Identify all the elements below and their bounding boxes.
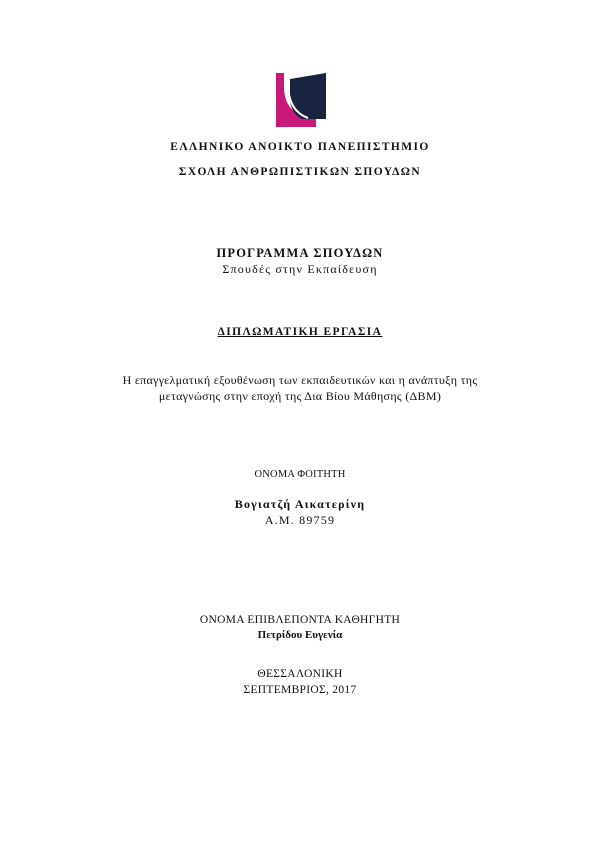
university-name: ΕΛΛΗΝΙΚΟ ΑΝΟΙΚΤΟ ΠΑΝΕΠΙΣΤΗΜΙΟ — [170, 141, 430, 153]
supervisor-name: Πετρίδου Ευγενία — [257, 629, 343, 641]
thesis-title-line2: μεταγνώσης στην εποχή της Δια Βίου Μάθησης (ΔΒΜ) — [158, 389, 442, 403]
school-name: ΣΧΟΛΗ ΑΝΘΡΩΠΙΣΤΙΚΩΝ ΣΠΟΥΔΩΝ — [178, 166, 422, 178]
student-name: Βογιατζή Αικατερίνη — [234, 497, 366, 511]
student-id: Α.Μ. 89759 — [264, 513, 336, 527]
thesis-type: ΔΙΠΛΩΜΑΤΙΚΗ ΕΡΓΑΣΙΑ — [217, 326, 383, 338]
supervisor-label: ΟΝΟΜΑ ΕΠΙΒΛΕΠΟΝΤΑ ΚΑΘΗΓΗΤΗ — [199, 614, 401, 626]
thesis-title-line1: Η επαγγελματική εξουθένωση των εκπαιδευτικών και η ανάπτυξη της — [122, 373, 478, 387]
programme-heading: ΠΡΟΓΡΑΜΜΑ ΣΠΟΥΔΩΝ — [216, 246, 384, 260]
date: ΣΕΠΤΕΜΒΡΙΟΣ, 2017 — [243, 684, 357, 696]
university-logo — [276, 73, 326, 127]
student-label: ΟΝΟΜΑ ΦΟΙΤΗΤΗ — [254, 469, 346, 480]
place: ΘΕΣΣΑΛΟΝΙΚΗ — [257, 668, 343, 680]
programme-name: Σπουδές στην Εκπαίδευση — [222, 262, 378, 276]
